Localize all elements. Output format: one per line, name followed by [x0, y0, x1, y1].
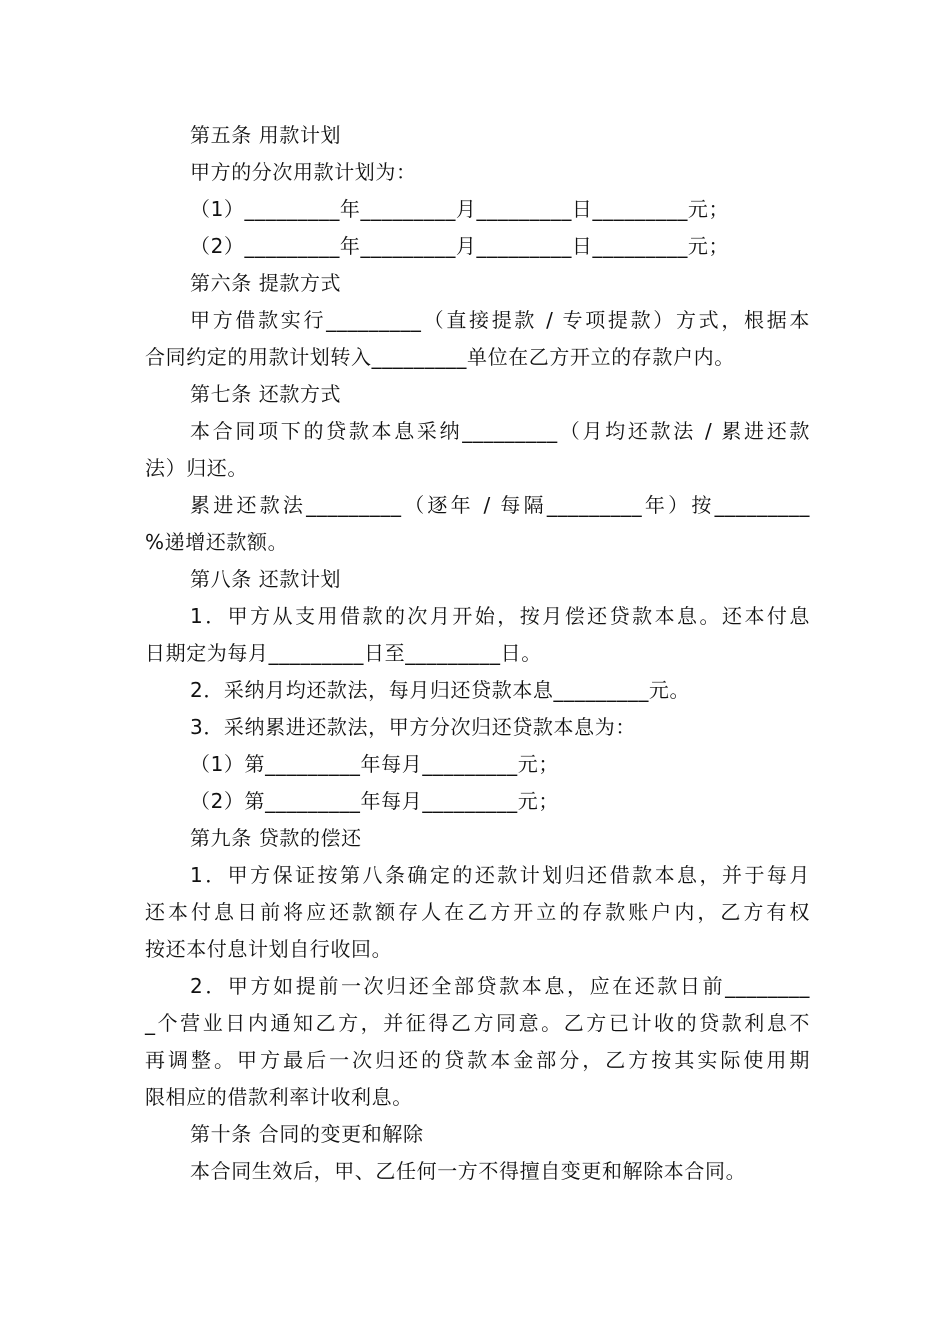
- text-line: 法）归还。: [145, 456, 248, 480]
- text-line: 1．甲方从支用借款的次月开始，按月偿还贷款本息。还本付息: [190, 604, 810, 628]
- text-line: 本合同生效后，甲、乙任何一方不得擅自变更和解除本合同。: [190, 1159, 747, 1183]
- text-line: %递增还款额。: [145, 530, 289, 554]
- text-line: 3．采纳累进还款法，甲方分次归还贷款本息为：: [190, 715, 636, 739]
- text-line: 本合同项下的贷款本息采纳_________（月均还款法 / 累进还款: [190, 419, 810, 443]
- contract-body: [145, 117, 810, 1190]
- text-line: 日期定为每月_________日至_________日。: [145, 641, 542, 665]
- text-line: 合同约定的用款计划转入_________单位在乙方开立的存款户内。: [145, 345, 735, 369]
- text-line: 还本付息日前将应还款额存人在乙方开立的存款账户内，乙方有权: [145, 900, 810, 924]
- text-line: 第六条 提款方式: [190, 271, 342, 295]
- text-line: 第八条 还款计划: [190, 567, 342, 591]
- text-line: （2）第_________年每月_________元；: [190, 789, 559, 813]
- text-line: 累进还款法_________（逐年 / 每隔_________年）按_________: [190, 493, 810, 517]
- text-line: 第十条 合同的变更和解除: [190, 1122, 424, 1146]
- text-line: 第五条 用款计划: [190, 123, 342, 147]
- text-line: 再调整。甲方最后一次归还的贷款本金部分，乙方按其实际使用期: [145, 1048, 810, 1072]
- text-line: （1）第_________年每月_________元；: [190, 752, 559, 776]
- text-line: 限相应的借款利率计收利息。: [145, 1085, 413, 1109]
- text-line: 甲方借款实行_________（直接提款 / 专项提款）方式，根据本: [190, 308, 810, 332]
- text-line: 按还本付息计划自行收回。: [145, 937, 393, 961]
- text-line: 2．采纳月均还款法，每月归还贷款本息_________元。: [190, 678, 691, 702]
- text-line: 甲方的分次用款计划为：: [190, 160, 417, 184]
- text-line: 2．甲方如提前一次归还全部贷款本息，应在还款日前________: [190, 974, 810, 998]
- text-line: （1）_________年_________月_________日_________元；: [190, 197, 730, 221]
- text-line: 第七条 还款方式: [190, 382, 342, 406]
- text-line: _个营业日内通知乙方，并征得乙方同意。乙方已计收的贷款利息不: [145, 1011, 810, 1035]
- text-line: 第九条 贷款的偿还: [190, 826, 362, 850]
- text-line: 1．甲方保证按第八条确定的还款计划归还借款本息，并于每月: [190, 863, 810, 887]
- text-line: （2）_________年_________月_________日_________元；: [190, 234, 730, 258]
